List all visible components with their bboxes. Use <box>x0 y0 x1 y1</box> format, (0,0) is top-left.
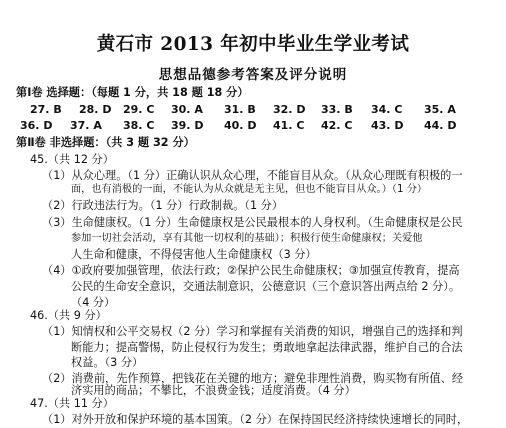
answer-text: 权益。（3 分） <box>71 356 144 370</box>
answer-text: 断能力；提高警惕，防止侵权行为发生；勇敢地拿起法律武器，维护自己的合法 <box>71 340 463 354</box>
answer-text: （2）行政违法行为。（1 分）行政制裁。（1 分） <box>42 199 284 213</box>
page-subtitle: 思想品德参考答案及评分说明 <box>158 67 348 83</box>
mc-answer: 30. A <box>171 103 203 116</box>
answer-text: （4 分） <box>71 295 116 309</box>
mc-answer: 40. D <box>224 119 257 132</box>
page-title: 黄石市 2013 年初中毕业生学业考试 <box>96 34 410 55</box>
answer-text: （3）生命健康权。（1 分）生命健康权是公民最根本的人身权利。（生命健康权是公民 <box>42 215 463 229</box>
mc-answer: 29. C <box>123 103 155 116</box>
mc-answer: 36. D <box>20 119 53 132</box>
answer-text: （1）对外开放和保护环境的基本国策。（2 分）在保持国民经济持续快速增长的同时， <box>42 412 469 426</box>
mc-answer: 35. A <box>424 103 456 116</box>
answer-text: 人生命和健康，不得侵害他人生命健康权（3 分） <box>71 247 317 261</box>
answer-text: （1）知情权和公平交易权（2 分）学习和掌握有关消费的知识，增强自己的选择和判 <box>42 324 463 338</box>
mc-answer: 32. D <box>273 103 306 116</box>
section1-heading: 第Ⅰ卷 选择题：（每题 1 分，共 18 题 18 分） <box>16 86 249 99</box>
answer-text: 参加一切社会活动，享有其他一切权利的基础）；积极行使生命健康权；关爱他 <box>71 232 423 244</box>
mc-answer: 37. A <box>70 119 102 132</box>
answer-text: 面，也有消极的一面，不能认为从众就是无主见，但也不能盲目从众。）（1 分） <box>71 184 428 196</box>
mc-answer: 33. B <box>321 103 353 116</box>
answer-text: 公民的生命安全意识，交通法制意识，公德意识（三个意识答出两点给 2 分）。 <box>71 280 461 294</box>
mc-answer: 41. C <box>273 119 305 132</box>
mc-answer: 42. C <box>321 119 353 132</box>
mc-answer: 38. C <box>123 119 155 132</box>
mc-answer: 43. D <box>371 119 404 132</box>
section2-heading: 第Ⅱ卷 非选择题：（共 3 题 32 分） <box>16 136 195 149</box>
answer-text: （2）消费前，先作预算，把钱花在关键的地方；避免非理性消费，购买物有所值、经 <box>42 372 464 386</box>
answer-text: （1）从众心理。（1 分）正确认识从众心理，不能盲目从众。（从众心理既有积极的一 <box>42 168 463 182</box>
question-46-heading: 46.（共 9 分） <box>30 308 107 322</box>
mc-answer: 27. B <box>30 103 62 116</box>
mc-answer: 44. D <box>424 119 457 132</box>
mc-answer: 34. C <box>371 103 403 116</box>
answer-text: 济实用的商品；不攀比，不浪费金钱；适度消费。（4 分） <box>71 384 356 398</box>
answer-text: （4）①政府要加强管理，依法行政；②保护公民生命健康权；③加强宣传教育，提高 <box>42 264 460 278</box>
question-45-heading: 45.（共 12 分） <box>30 152 114 166</box>
mc-answer: 39. D <box>171 119 204 132</box>
question-47-heading: 47.（共 11 分） <box>30 397 114 411</box>
mc-answer: 28. D <box>79 103 112 116</box>
mc-answer: 31. B <box>224 103 256 116</box>
